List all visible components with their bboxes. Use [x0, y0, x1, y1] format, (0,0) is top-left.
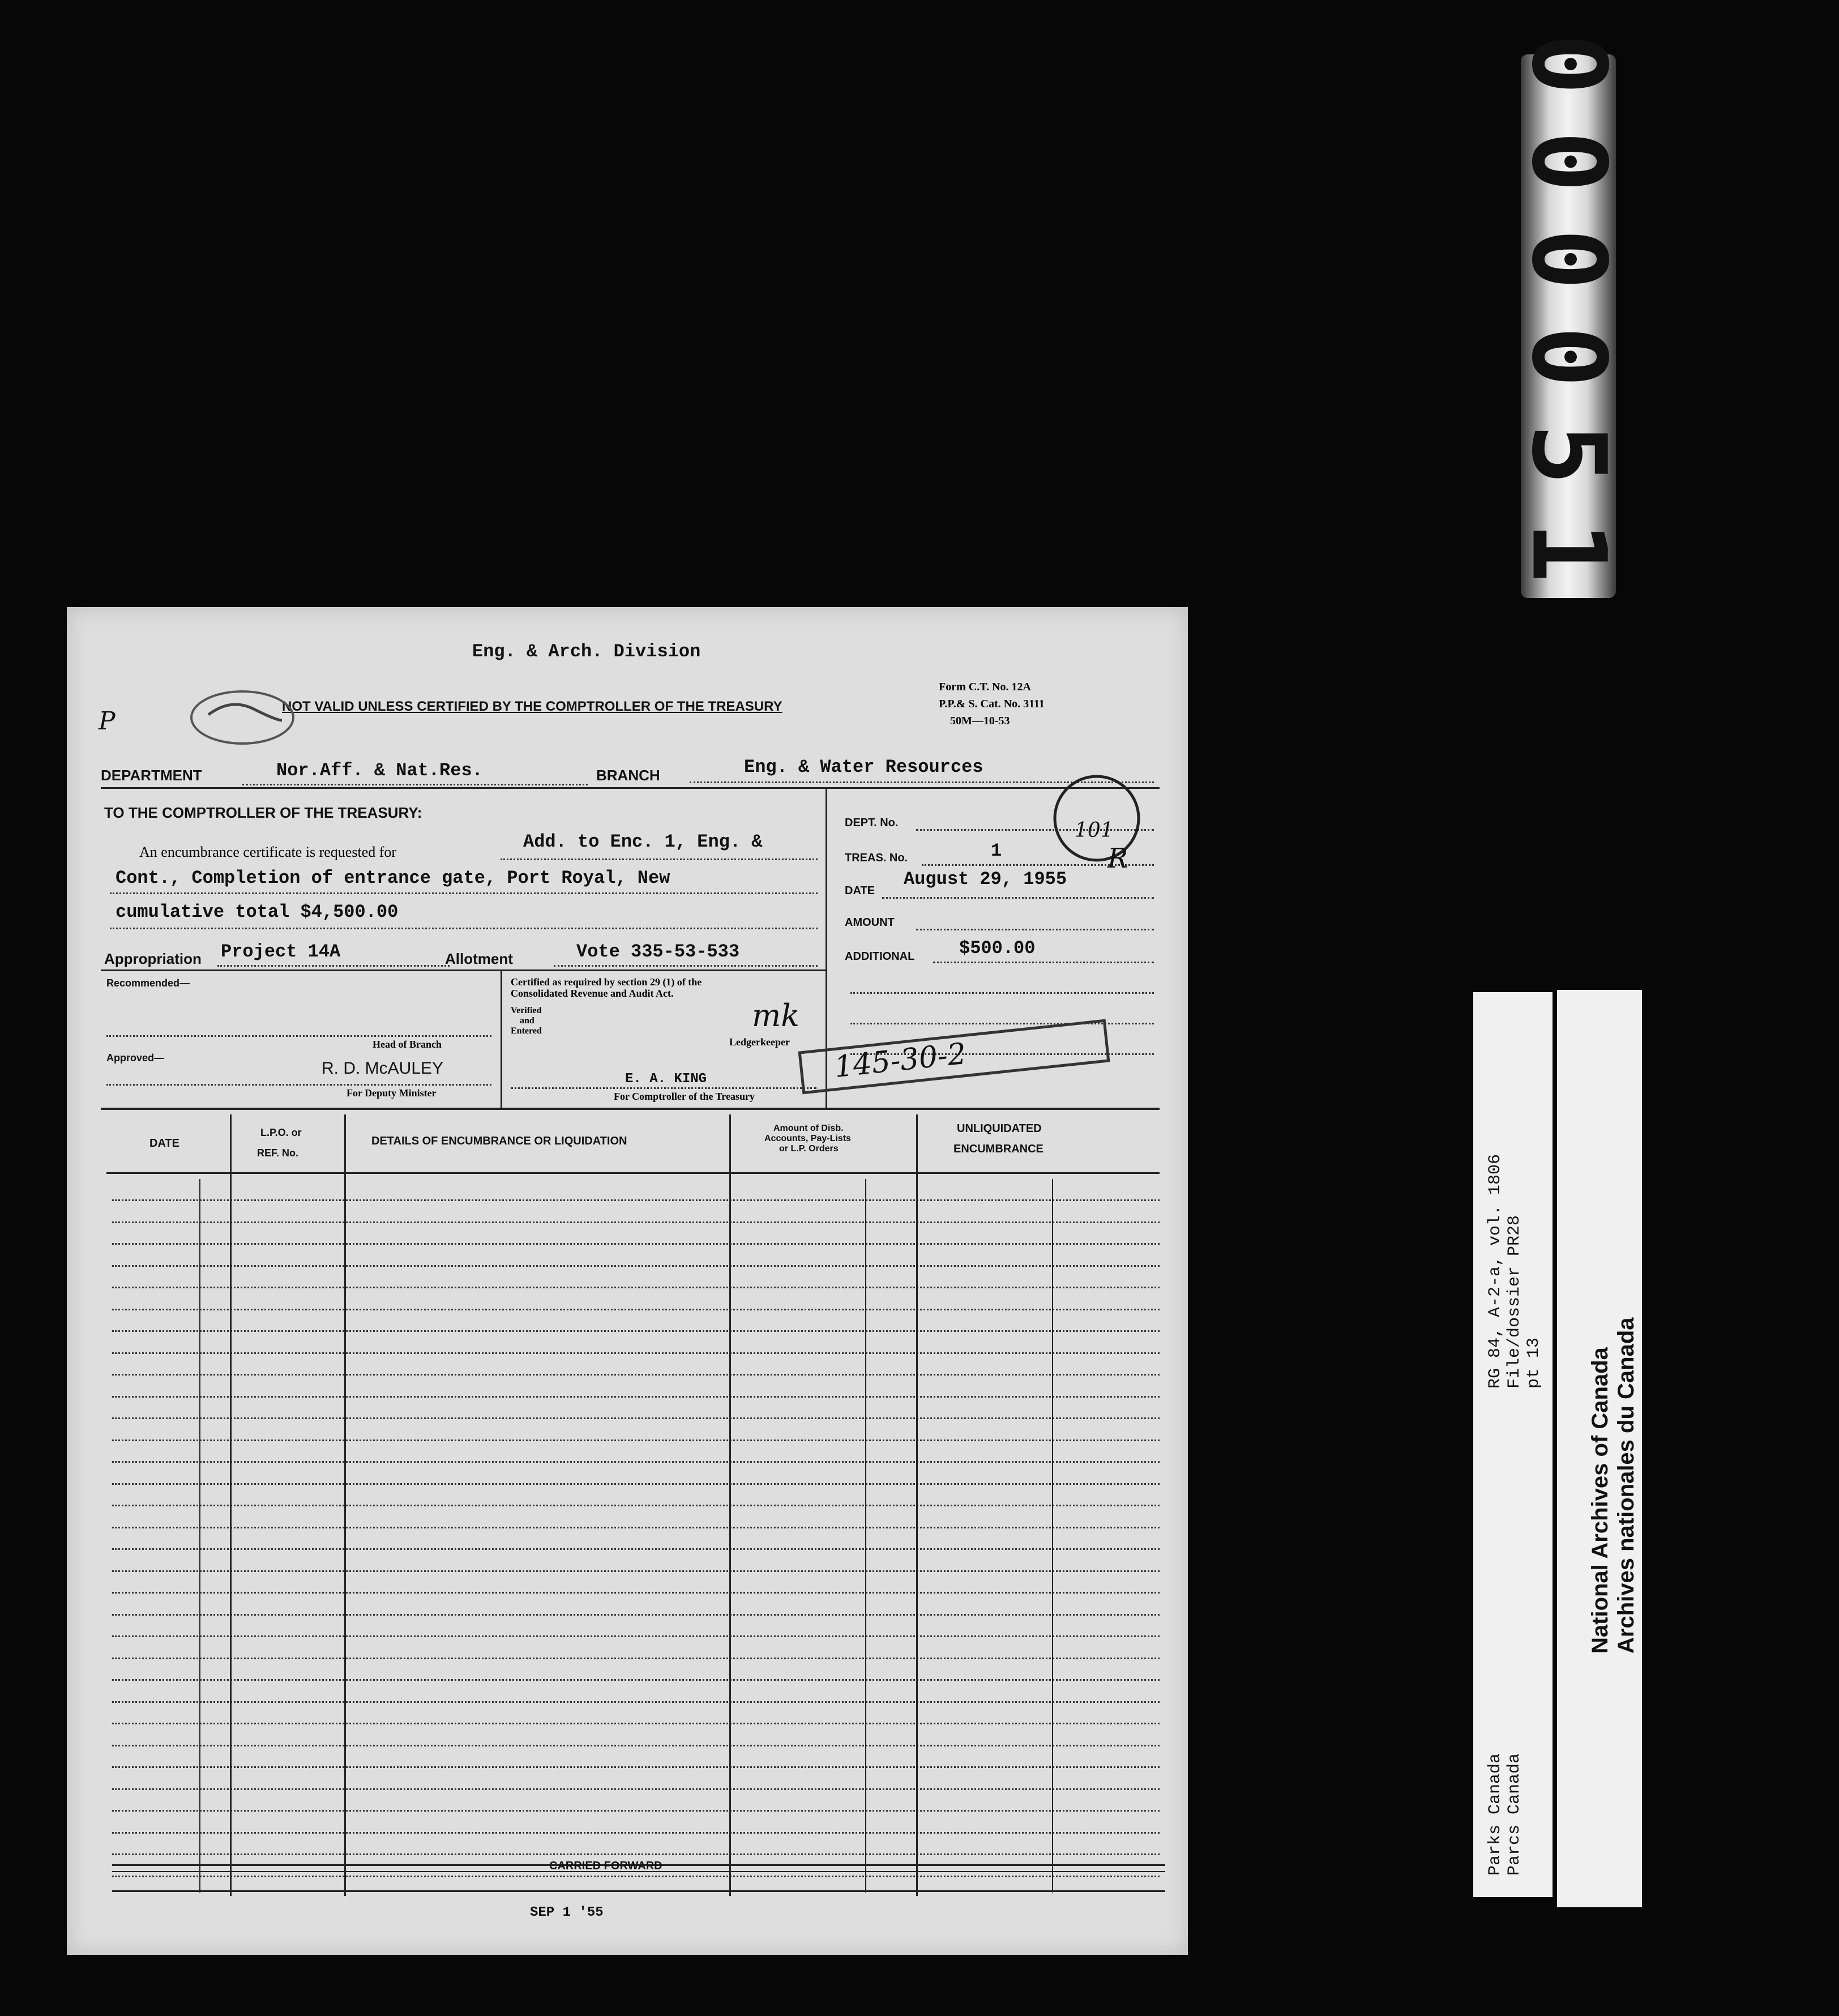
deputy-label: For Deputy Minister [347, 1087, 437, 1099]
ledger-row-line [112, 1505, 1160, 1506]
request-dotted-1 [501, 858, 818, 860]
certified-text-2: Consolidated Revenue and Audit Act. [511, 988, 674, 999]
table-bottom-rule [112, 1890, 1165, 1892]
additional-label: ADDITIONAL [845, 950, 915, 963]
approved-dotted [106, 1084, 491, 1086]
allotment-value: Vote 335-53-533 [576, 941, 740, 962]
amount-dotted [916, 929, 1154, 930]
column-divider-lpo [230, 1114, 232, 1896]
appropriation-label: Appropriation [104, 950, 202, 967]
date-value: August 29, 1955 [904, 869, 1067, 890]
archives-name-label [1557, 990, 1642, 1907]
ledger-row-line [112, 1788, 1160, 1790]
ledger-row-line [112, 1832, 1160, 1834]
ledger-row-line [112, 1679, 1160, 1681]
ledger-row-line [112, 1548, 1160, 1550]
ledger-row-line [112, 1570, 1160, 1572]
margin-mark: P [99, 707, 116, 736]
request-dotted-2 [110, 892, 818, 894]
additional-dotted [933, 962, 1154, 963]
recommended-label: Recommended— [106, 977, 190, 989]
column-lpo-line-1: L.P.O. or [260, 1127, 302, 1138]
department-dotted-line [242, 784, 588, 785]
column-details: DETAILS OF ENCUMBRANCE OR LIQUIDATION [371, 1135, 627, 1147]
ledgerkeeper-label: Ledgerkeeper [729, 1036, 790, 1048]
amount-label: AMOUNT [845, 916, 895, 929]
ledger-row-line [112, 1461, 1160, 1463]
ledger-row-line [112, 1614, 1160, 1616]
dept-no-value: 101 [1075, 819, 1114, 842]
column-subdivider-unliquidated [1052, 1179, 1053, 1893]
header-rule [101, 787, 1160, 789]
comptroller-label: For Comptroller of the Treasury [614, 1091, 755, 1102]
table-header-rule [106, 1172, 1160, 1174]
approval-rule [101, 969, 827, 971]
reference-line-1: RG 84, A-2-a, vol. 1806 [1486, 1154, 1505, 1389]
ledger-row-line [112, 1417, 1160, 1419]
ledger-row-line [112, 1243, 1160, 1245]
ledger-row-line [112, 1876, 1160, 1877]
dept-no-circle [1049, 770, 1145, 866]
agency-en: Parks Canada [1486, 1753, 1505, 1876]
ledger-row-line [112, 1199, 1160, 1201]
ledger-row-line [112, 1658, 1160, 1659]
dept-no-label: DEPT. No. [845, 817, 899, 829]
verified-label-3: Entered [511, 1026, 542, 1036]
column-amount-line-3: or L.P. Orders [779, 1144, 839, 1154]
catalogue-number: P.P.& S. Cat. No. 3111 [939, 698, 1045, 710]
column-divider-details [344, 1114, 346, 1896]
ledger-row-line [112, 1309, 1160, 1310]
column-unliquidated-line-1: UNLIQUIDATED [957, 1122, 1042, 1135]
comptroller-dotted [511, 1087, 816, 1089]
ledger-row-line [112, 1810, 1160, 1812]
column-unliquidated-line-2: ENCUMBRANCE [953, 1143, 1043, 1155]
request-dotted-3 [110, 928, 818, 929]
ledger-row-line [112, 1527, 1160, 1528]
request-prefix: An encumbrance certificate is requested for [139, 844, 397, 860]
carried-forward-label: CARRIED FORWARD [549, 1860, 662, 1872]
ledger-row-line [112, 1853, 1160, 1855]
column-divider-amount [729, 1114, 731, 1896]
date-mark: R [1107, 843, 1128, 874]
file-stamp-number: 145-30-2 [832, 1036, 968, 1085]
ledger-row-line [112, 1745, 1160, 1746]
date-dotted [882, 897, 1154, 899]
frame-number-strip [1509, 33, 1628, 620]
ledger-row-line [112, 1483, 1160, 1485]
treas-no-value: 1 [991, 840, 1002, 861]
recommended-dotted [106, 1035, 491, 1037]
stamp-smudge [186, 686, 299, 749]
request-line-2: Cont., Completion of entrance gate, Port Royal, New [116, 868, 670, 889]
ledger-row-line [112, 1396, 1160, 1398]
received-stamp: SEP 1 '55 [530, 1905, 604, 1920]
approved-label: Approved— [106, 1052, 165, 1063]
ledger-row-line [112, 1287, 1160, 1288]
table-top-rule [101, 1108, 1160, 1110]
archives-name-fr: Archives nationales du Canada [1614, 1317, 1639, 1654]
allotment-label: Allotment [445, 950, 513, 967]
approver-name: R. D. McAULEY [322, 1059, 444, 1078]
archives-name-en: National Archives of Canada [1588, 1347, 1613, 1654]
head-of-branch-label: Head of Branch [373, 1039, 442, 1050]
frame-number: 000051 [1509, 33, 1628, 620]
division-heading: Eng. & Arch. Division [472, 641, 701, 662]
archive-reference-label [1473, 992, 1553, 1897]
blank-dotted-2 [850, 1023, 1154, 1024]
ledger-row-line [112, 1766, 1160, 1768]
appropriation-value: Project 14A [221, 941, 341, 962]
encumbrance-form [67, 607, 1188, 1955]
branch-label: BRANCH [596, 767, 660, 784]
comptroller-name: E. A. KING [625, 1071, 707, 1087]
ledger-row-line [112, 1635, 1160, 1637]
column-subdivider-date [199, 1179, 200, 1893]
allotment-dotted [554, 965, 818, 967]
blank-dotted-1 [850, 992, 1154, 994]
ledger-row-line [112, 1265, 1160, 1267]
verified-label-1: Verified [511, 1006, 542, 1015]
addressee-label: TO THE COMPTROLLER OF THE TREASURY: [104, 804, 422, 821]
request-line-3: cumulative total $4,500.00 [116, 902, 399, 922]
verified-label-2: and [520, 1016, 534, 1026]
column-subdivider-amount [865, 1179, 866, 1893]
print-code: 50M—10-53 [950, 715, 1010, 727]
column-amount-line-1: Amount of Disb. [773, 1124, 844, 1133]
column-lpo-line-2: REF. No. [257, 1147, 299, 1159]
column-divider-unliquidated [916, 1114, 918, 1896]
ledger-row-line [112, 1374, 1160, 1376]
ledger-row-line [112, 1723, 1160, 1724]
ledger-row-line [112, 1352, 1160, 1354]
ledger-row-line [112, 1592, 1160, 1594]
file-stamp-box [798, 1019, 1110, 1095]
additional-value: $500.00 [959, 938, 1036, 959]
column-date: DATE [149, 1137, 179, 1150]
column-amount-line-2: Accounts, Pay-Lists [764, 1134, 851, 1143]
ledger-row-line [112, 1330, 1160, 1332]
ledger-row-line [112, 1221, 1160, 1223]
form-number: Form C.T. No. 12A [939, 681, 1031, 693]
department-label: DEPARTMENT [101, 767, 202, 784]
certified-text-1: Certified as required by section 29 (1) of the [511, 976, 702, 988]
ledger-row-line [112, 1701, 1160, 1703]
approval-divider [501, 969, 502, 1108]
branch-value: Eng. & Water Resources [744, 757, 983, 778]
agency-fr: Parcs Canada [1505, 1753, 1524, 1876]
validity-notice: NOT VALID UNLESS CERTIFIED BY THE COMPTROLLER OF THE TREASURY [282, 699, 782, 714]
treas-no-label: TREAS. No. [845, 852, 908, 864]
reference-line-3: pt 13 [1524, 1337, 1543, 1389]
date-label: DATE [845, 885, 875, 897]
appropriation-dotted [217, 965, 450, 967]
reference-line-2: File/dossier PR28 [1505, 1215, 1524, 1389]
request-line-1: Add. to Enc. 1, Eng. & [523, 831, 763, 852]
department-value: Nor.Aff. & Nat.Res. [276, 760, 483, 781]
ledgerkeeper-initials: mk [752, 998, 799, 1033]
ledger-row-line [112, 1440, 1160, 1441]
